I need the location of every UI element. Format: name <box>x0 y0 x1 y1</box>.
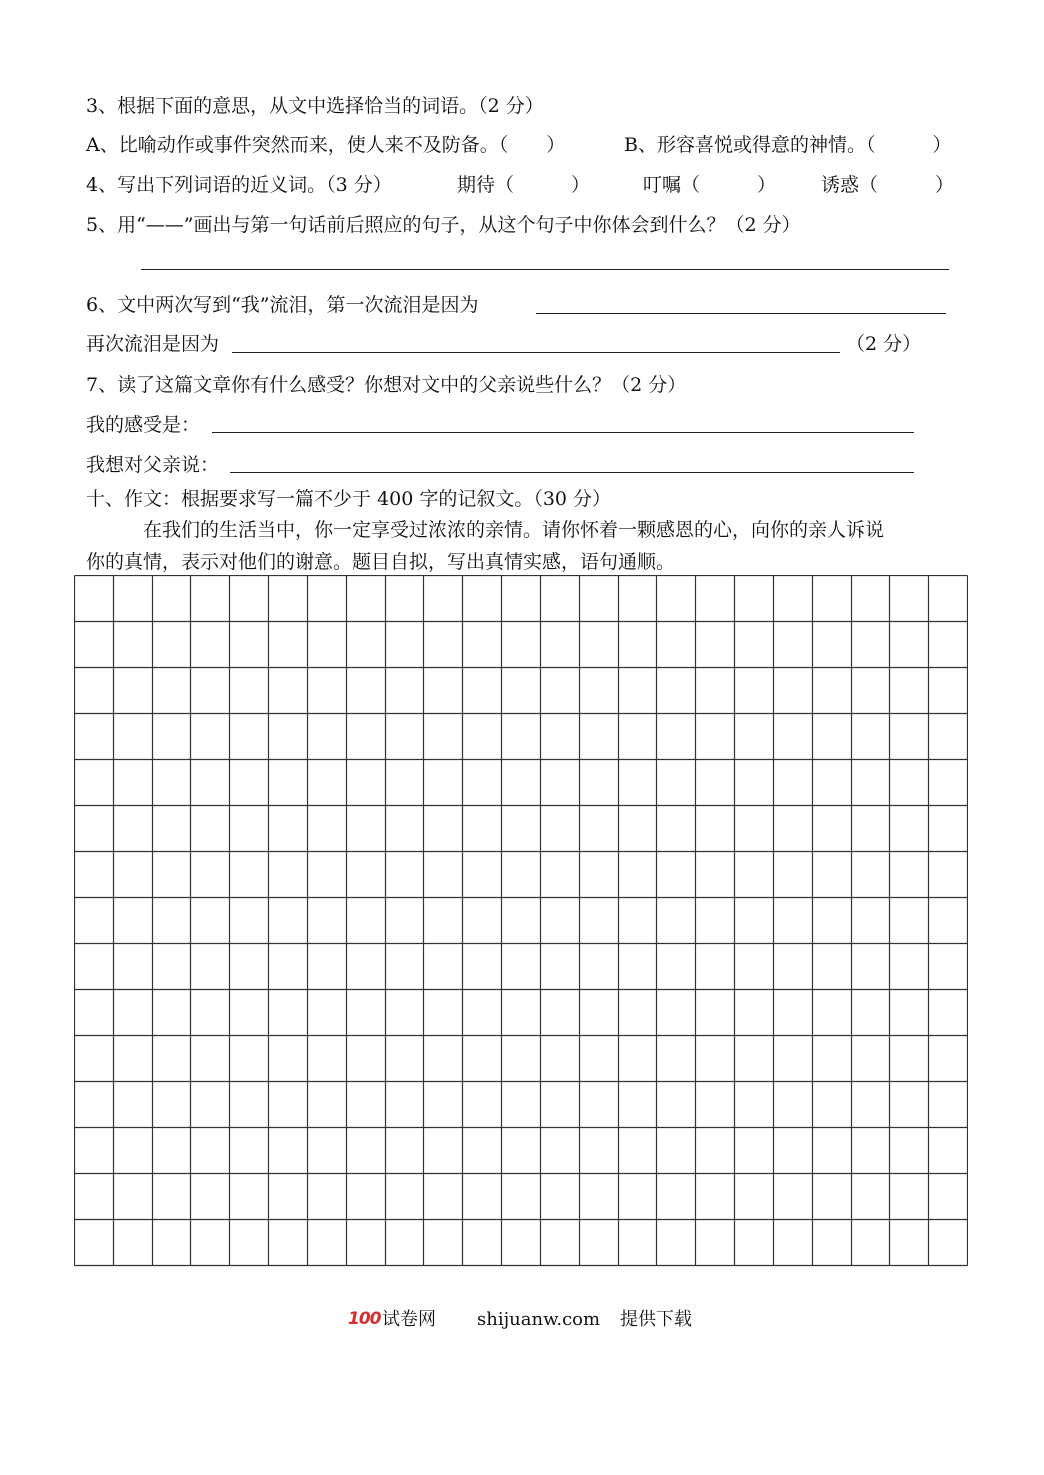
q4-title: 4、写出下列词语的近义词。（3 分） <box>86 174 392 196</box>
q3-item-a: A、比喻动作或事件突然而来，使人来不及防备。（ ） <box>86 134 566 156</box>
q6-line-2: 再次流泪是因为 <box>86 333 220 355</box>
footer-site-name: 试卷网 <box>382 1309 436 1330</box>
q7-say-answer-line[interactable] <box>230 472 914 473</box>
q3-item-b: B、形容喜悦或得意的神情。（ ） <box>624 134 952 156</box>
q3-title: 3、根据下面的意思，从文中选择恰当的词语。（2 分） <box>86 95 544 117</box>
composition-grid[interactable] <box>74 575 968 1267</box>
q10-title: 十、作文：根据要求写一篇不少于 400 字的记叙文。（30 分） <box>86 488 612 510</box>
site-logo-icon: 100 <box>348 1309 381 1329</box>
q6-answer-line-1[interactable] <box>536 313 946 314</box>
q10-prompt-line-1: 在我们的生活当中，你一定享受过浓浓的亲情。请你怀着一颗感恩的心，向你的亲人诉说 <box>143 519 885 541</box>
q7-feel-answer-line[interactable] <box>212 432 914 433</box>
q6-answer-line-2[interactable] <box>232 352 840 353</box>
q7-feel-label: 我的感受是： <box>86 414 201 436</box>
q10-prompt-line-2: 你的真情，表示对他们的谢意。题目自拟，写出真情实感，语句通顺。 <box>86 551 676 573</box>
q6-line-1: 6、文中两次写到“我”流泪，第一次流泪是因为 <box>86 294 479 316</box>
q4-word-1: 期待（ ） <box>457 174 591 196</box>
footer-url[interactable]: shijuanw.com <box>477 1309 601 1330</box>
q7-title: 7、读了这篇文章你有什么感受？你想对文中的父亲说些什么？（2 分） <box>86 374 687 396</box>
q7-say-label: 我想对父亲说： <box>86 454 220 476</box>
q5-title: 5、用“——”画出与第一句话前后照应的句子，从这个句子中你体会到什么？（2 分） <box>86 214 801 236</box>
q4-word-3: 诱惑（ ） <box>821 174 955 196</box>
q5-answer-line[interactable] <box>141 269 949 270</box>
q6-score: （2 分） <box>846 333 922 355</box>
q4-word-2: 叮嘱（ ） <box>643 174 777 196</box>
footer-note: 提供下载 <box>620 1309 692 1330</box>
